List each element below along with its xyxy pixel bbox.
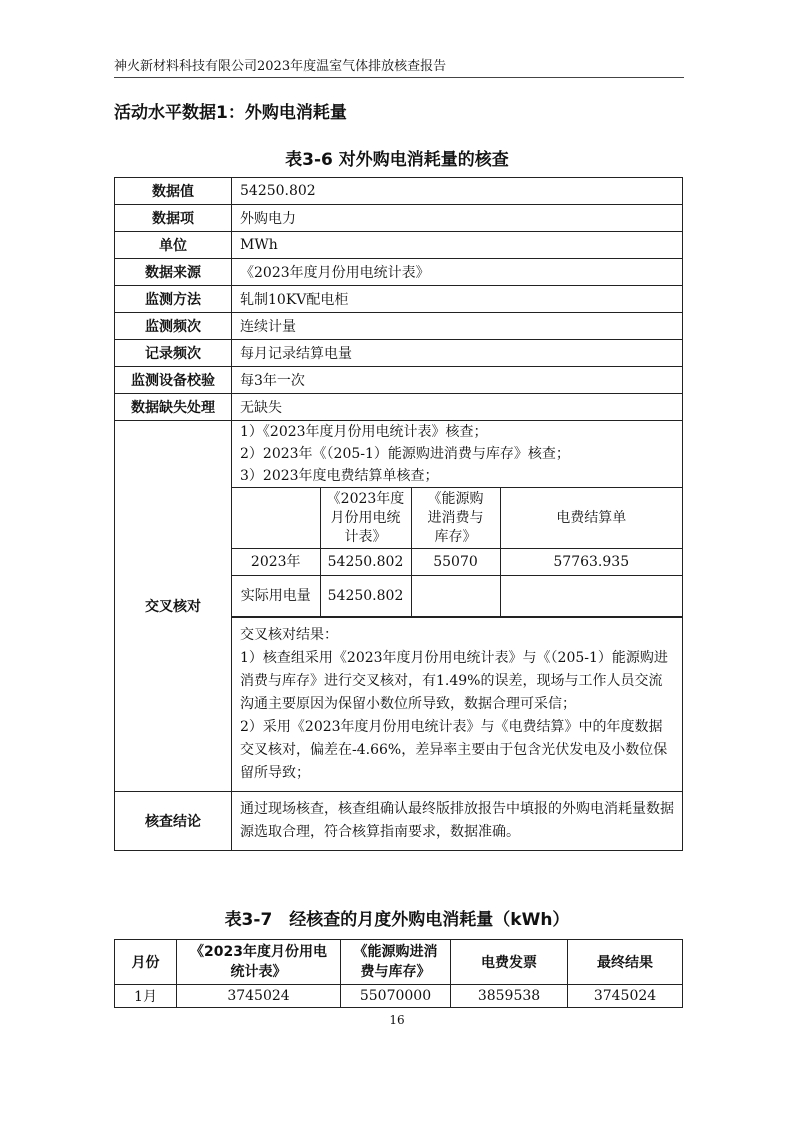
row-value: MWh <box>232 232 683 259</box>
cross-check-item: 3）2023年度电费结算单核查； <box>240 468 439 484</box>
row-value: 每3年一次 <box>232 367 683 394</box>
table1 <box>114 177 683 851</box>
table-row <box>115 367 683 394</box>
page-header: 神火新材料科技有限公司2023年度温室气体排放核查报告 <box>114 58 684 78</box>
table-row <box>115 259 683 286</box>
table-cell <box>411 576 500 617</box>
table-row <box>115 286 683 313</box>
table-header-cell: 电费发票 <box>451 940 568 985</box>
cross-check-cell <box>232 421 683 792</box>
table-cell: 54250.802 <box>320 576 411 617</box>
row-value: 《2023年度月份用电统计表》 <box>232 259 683 286</box>
cross-check-key: 交叉核对 <box>115 421 232 792</box>
conclusion-key: 核查结论 <box>115 792 232 851</box>
table-header-row <box>115 940 683 985</box>
table-cell: 3859538 <box>451 985 568 1008</box>
table-row <box>232 549 682 576</box>
table-row <box>115 313 683 340</box>
result-paragraph: 2）采用《2023年度月份用电统计表》与《电费结算》中的年度数据交叉核对，偏差在-4.66%，差异率主要由于包含光伏发电及小数位保留所导致； <box>240 719 668 781</box>
table-row <box>115 232 683 259</box>
row-key: 数据缺失处理 <box>115 394 232 421</box>
table-row <box>232 488 682 549</box>
cross-check-item: 2）2023年《（205-1）能源购进消费与库存》核查； <box>240 446 570 462</box>
cross-check-table <box>232 487 682 617</box>
table-row <box>115 985 683 1008</box>
table-cell: 55070 <box>411 549 500 576</box>
table-row <box>232 576 682 617</box>
table-header-cell: 《2023年度月份用电统计表》 <box>177 940 341 985</box>
table-header-cell: 电费结算单 <box>500 488 682 549</box>
table-row <box>115 394 683 421</box>
table-header-cell: 最终结果 <box>568 940 683 985</box>
row-value: 连续计量 <box>232 313 683 340</box>
row-value: 外购电力 <box>232 205 683 232</box>
page-number: 16 <box>389 1013 405 1027</box>
table2-title: 表3-7 经核查的月度外购电消耗量（kWh） <box>224 910 570 930</box>
cross-check-item: 1）《2023年度月份用电统计表》核查； <box>240 424 488 440</box>
row-key: 数据来源 <box>115 259 232 286</box>
conclusion-text: 通过现场核查，核查组确认最终版排放报告中填报的外购电消耗量数据源选取合理，符合核算指南要求，数据准确。 <box>232 792 683 851</box>
table-cell: 57763.935 <box>500 549 682 576</box>
table-cell: 3745024 <box>568 985 683 1008</box>
table-cell: 2023年 <box>232 549 320 576</box>
table-row <box>115 178 683 205</box>
row-key: 数据值 <box>115 178 232 205</box>
table-header-cell: 《能源购进消费与库存》 <box>411 488 500 549</box>
table-row <box>115 340 683 367</box>
row-value: 54250.802 <box>232 178 683 205</box>
table1-title: 表3-6 对外购电消耗量的核查 <box>285 150 509 170</box>
table-header-cell: 《2023年度月份用电统计表》 <box>320 488 411 549</box>
table-cell: 3745024 <box>177 985 341 1008</box>
result-paragraph: 1）核查组采用《2023年度月份用电统计表》与《（205-1）能源购进消费与库存》进行交叉核对，有1.49%的误差，现场与工作人员交流沟通主要原因为保留小数位所导致，数据合理可采信； <box>240 650 668 712</box>
table-cell: 1月 <box>115 985 177 1008</box>
row-key: 监测方法 <box>115 286 232 313</box>
row-key: 记录频次 <box>115 340 232 367</box>
cross-check-items <box>232 421 682 487</box>
table-header-cell: 《能源购进消费与库存》 <box>341 940 451 985</box>
result-title: 交叉核对结果： <box>240 627 338 643</box>
table2 <box>114 939 683 1008</box>
table-cell <box>500 576 682 617</box>
section-title: 活动水平数据1：外购电消耗量 <box>114 103 347 123</box>
table-cell: 实际用电量 <box>232 576 320 617</box>
conclusion-row <box>115 792 683 851</box>
row-value: 每月记录结算电量 <box>232 340 683 367</box>
row-key: 数据项 <box>115 205 232 232</box>
table-cell: 55070000 <box>341 985 451 1008</box>
row-value: 轧制10KV配电柜 <box>232 286 683 313</box>
row-value: 无缺失 <box>232 394 683 421</box>
cross-check-row <box>115 421 683 792</box>
table-cell <box>232 488 320 549</box>
table-row <box>115 205 683 232</box>
cross-check-result <box>232 617 682 791</box>
row-key: 监测频次 <box>115 313 232 340</box>
row-key: 监测设备校验 <box>115 367 232 394</box>
row-key: 单位 <box>115 232 232 259</box>
table-cell: 54250.802 <box>320 549 411 576</box>
table-header-cell: 月份 <box>115 940 177 985</box>
